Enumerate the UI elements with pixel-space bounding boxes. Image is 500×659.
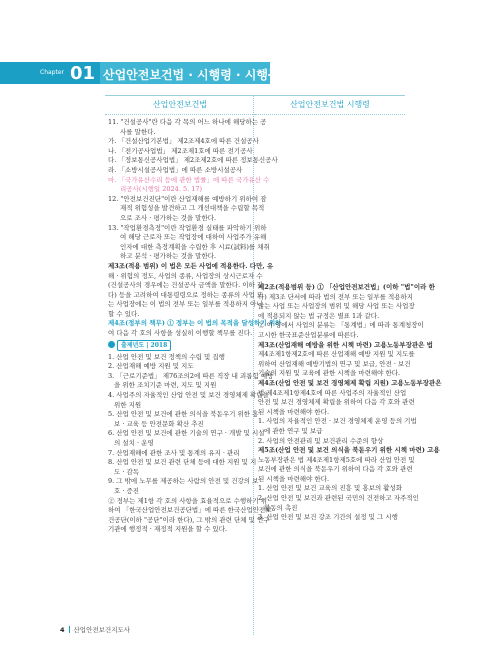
text-line: 보건에 관한 의식을 북돋우기 위하여 다음 각 호와 관련	[258, 465, 413, 474]
highlighted-line: 리공사(시행일 2024. 5. 17)	[120, 185, 203, 194]
page-footer	[60, 625, 130, 634]
text-line: 나. 「전기공사업법」 제2조제1호에 따른 전기공사	[108, 146, 253, 155]
text-line: 제4조제1항제2호에 따른 산업재해 예방 지원 및 지도를	[258, 350, 415, 359]
article-heading-line: 제2조(적용범위 등) ① 「산업안전보건법」(이하 "법"이라 한	[258, 283, 435, 291]
text-line: 으로 조사 · 평가하는 것을 말한다.	[120, 213, 217, 222]
text-line: 하고 분석 · 평가하는 것을 말한다.	[120, 252, 217, 261]
exam-year-tag: 출제년도 | 2018	[117, 340, 171, 351]
text-line: 않는 사업 또는 사업장의 범위 및 해당 사업 또는 사업장	[258, 302, 415, 311]
text-line: 6. 산업 안전 및 보건에 관한 기술의 연구 · 개발 및 시설	[108, 429, 265, 438]
text-line: 위하여 산업재해 예방기법의 연구 및 보급, 안전 · 보건	[258, 359, 411, 368]
chapter-label: Chapter	[40, 69, 64, 76]
text-line: 기관에 행정적 · 재정적 지원을 할 수 있다.	[108, 525, 228, 534]
text-line: 2. 산업재해 예방 지원 및 지도	[108, 362, 194, 371]
text-line: 7. 산업재해에 관한 조사 및 통계의 유지 · 관리	[108, 448, 240, 457]
text-line: 는 사업장에는 이 법의 전부 또는 일부를 적용하지 아니	[108, 300, 263, 309]
text-line: 해 · 위험의 정도, 사업의 종류, 사업장의 상시근로자 수	[108, 271, 263, 280]
left-panel-title: 산업안전보건법	[105, 96, 255, 115]
text-line: 11. "건설공사"란 다음 각 목의 어느 하나에 해당하는 공	[108, 118, 267, 126]
highlighted-line: 마. 「국가유산수리 등에 관한 법률」에 따른 국가유산 수	[108, 175, 270, 184]
text-line: 재적 위험성을 발견하고 그 개선대책을 수립할 목적	[120, 204, 265, 213]
exam-year-icon	[108, 341, 115, 348]
text-line: 된 시책을 마련해야 한다.	[258, 474, 330, 483]
text-line: 3. 산업 안전 및 보건 강조 기간의 설정 및 그 시행	[258, 513, 398, 522]
text-line: 의 설치 · 운영	[114, 439, 154, 447]
chapter-number: 01	[70, 63, 96, 84]
text-line: 3. 「근로기준법」 제76조의2에 따른 직장 내 괴롭힘 예방	[108, 371, 274, 380]
text-line: 1. 사업의 자율적인 안전 · 보건 경영체제 운영 등의 기법	[258, 417, 417, 426]
text-line: 호 · 증진	[114, 486, 140, 495]
article-heading-line: 제4조(산업 안전 및 보건 경영체제 확립 지원) 고용노동부장관은	[258, 378, 442, 387]
text-line: ② 정부는 제1항 각 호의 사항을 효율적으로 수행하기 위	[108, 496, 268, 505]
text-line: 12. "안전보건진단"이란 산업재해를 예방하기 위하여 잠	[108, 194, 267, 203]
text-line: 1. 산업 안전 및 보건 정책의 수립 및 집행	[108, 352, 225, 361]
text-line: 보 · 교육 등 안전문화 확산 추진	[114, 419, 204, 428]
text-line: 인자에 대한 측정계획을 수립한 후 시료(試料)를 채취	[120, 242, 270, 251]
article-heading-line: 제3조(적용 범위) 이 법은 모든 사업에 적용한다. 다만, 유	[108, 261, 274, 270]
chapter-title: 산업안전보건법 · 시행령 · 시행규칙	[103, 68, 292, 82]
text-line: 안전 및 보건 경영체제 확립을 위하여 다음 각 호와 관련	[258, 398, 415, 407]
text-line: 4. 사업주의 자율적인 산업 안전 및 보건 경영체제 확립을	[108, 391, 269, 400]
text-line: 법 제4조제1항제4호에 따른 사업주의 자율적인 산업	[258, 388, 407, 397]
text-line: 다) 등을 고려하여 대통령령으로 정하는 종류의 사업 또	[108, 290, 264, 299]
book-title: 산업안전보건지도사	[73, 626, 131, 634]
article-heading-line: 제5조(산업 안전 및 보건 의식을 북돋우기 위한 시책 마련) 고용	[258, 446, 440, 455]
text-line: 가. 「건설산업기본법」 제2조제4호에 따른 건설공사	[108, 137, 259, 146]
article-heading-line: 제4조(정부의 책무) ① 정부는 이 법의 목적을 달성하기 위하	[108, 319, 282, 328]
text-line: 하여 「한국산업안전보건공단법」에 따른 한국산업안전보	[108, 506, 272, 515]
text-line: 2. 산업 안전 및 보건과 관련된 국민의 건전하고 자주적인	[258, 494, 419, 503]
page-number: 4	[60, 626, 65, 634]
text-line: 노동부장관은 법 제4조제1항제5호에 따라 산업 안전 및	[258, 455, 415, 464]
text-line: 에 관한 연구 및 보급	[264, 426, 323, 435]
exam-year-row	[108, 339, 254, 353]
text-line: 2. 사업의 안전관리 및 보건관리 수준의 향상	[258, 436, 384, 445]
text-line: 활동의 촉진	[264, 503, 298, 512]
text-line: 13. "작업환경측정"이란 작업환경 실태를 파악하기 위하	[108, 223, 267, 232]
text-line: 고시한 한국표준산업분류에 따른다.	[258, 330, 359, 339]
right-panel-title: 산업안전보건법 시행령	[255, 96, 405, 115]
text-line: 다) 제3조 단서에 따라 법의 전부 또는 일부를 적용하지	[258, 292, 414, 301]
right-body-text	[258, 283, 442, 523]
text-line: 다. 「정보통신공사업법」 제2조제2호에 따른 정보통신공사	[108, 156, 278, 165]
text-line: 할 수 있다.	[108, 309, 140, 318]
text-line: 9. 그 밖에 노무를 제공하는 사람의 안전 및 건강의 보	[108, 477, 259, 486]
text-line: 5. 산업 안전 및 보건에 관한 의식을 북돋우기 위한 홍	[108, 410, 259, 419]
text-line: 8. 산업 안전 및 보건 관련 단체 등에 대한 지원 및 지	[108, 458, 257, 467]
text-line: 기술의 지원 및 교육에 관한 시책을 마련해야 한다.	[258, 369, 401, 378]
footer-divider	[69, 626, 70, 633]
text-line: 위한 지원	[114, 400, 142, 409]
text-line: 사를 말한다.	[120, 127, 156, 136]
text-line: 에 적용되지 않는 법 규정은 별표 1과 같다.	[258, 311, 380, 320]
text-line: 을 위한 조치기준 마련, 지도 및 지원	[114, 381, 217, 390]
text-line: 된 시책을 마련해야 한다.	[258, 407, 330, 416]
text-line: 여 해당 근로자 또는 작업장에 대하여 사업주가 유해	[120, 233, 267, 242]
text-line: 건공단(이하 "공단"이라 한다), 그 밖의 관련 단체 및 연구	[108, 515, 270, 524]
text-line: ② 이 영에서 사업의 분류는 「통계법」에 따라 통계청장이	[258, 321, 424, 330]
text-line: 도 · 감독	[114, 467, 140, 476]
article-heading-line: 제3조(산업재해 예방을 위한 시책 마련) 고용노동부장관은 법	[258, 340, 433, 349]
text-line: (건설공사의 경우에는 건설공사 금액을 말한다. 이하 같	[108, 281, 264, 290]
text-line: 라. 「소방시설공사업법」에 따른 소방시설공사	[108, 165, 243, 174]
text-line: 1. 산업 안전 및 보건 교육의 진흥 및 홍보의 활성화	[258, 484, 403, 493]
text-line: 여 다음 각 호의 사항을 성실히 이행할 책무를 진다.	[108, 329, 253, 338]
chapter-header	[0, 62, 500, 84]
